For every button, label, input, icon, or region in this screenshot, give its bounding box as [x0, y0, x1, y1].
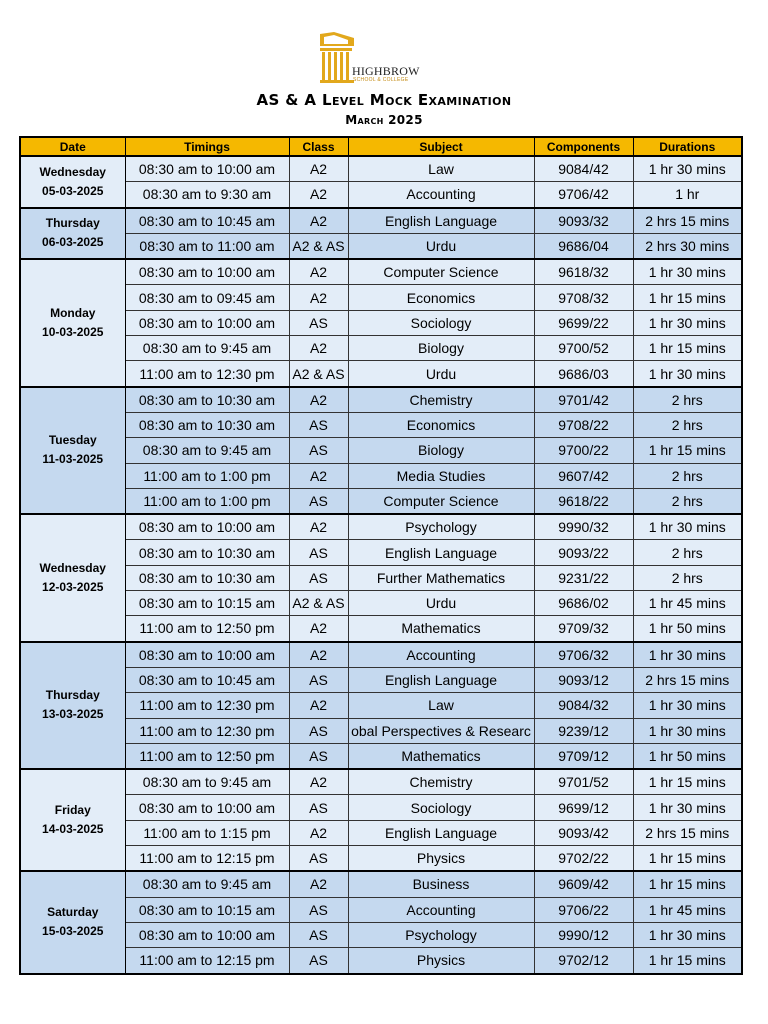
component-cell: 9686/04 — [534, 233, 633, 259]
subject-cell: Psychology — [348, 514, 534, 540]
class-cell: A2 — [289, 463, 348, 488]
date-cell — [20, 259, 125, 386]
duration-cell: 1 hr 45 mins — [633, 897, 742, 922]
table-row — [20, 488, 742, 514]
timing-cell: 11:00 am to 1:00 pm — [125, 488, 289, 514]
column-header-date: Date — [20, 137, 125, 156]
subject-cell: Urdu — [348, 591, 534, 616]
timing-cell: 11:00 am to 12:50 pm — [125, 743, 289, 769]
component-cell: 9699/22 — [534, 310, 633, 335]
duration-cell: 1 hr 50 mins — [633, 616, 742, 642]
duration-cell: 1 hr 15 mins — [633, 285, 742, 310]
timing-cell: 11:00 am to 12:30 pm — [125, 693, 289, 718]
component-cell: 9706/32 — [534, 642, 633, 668]
timing-cell: 11:00 am to 12:30 pm — [125, 361, 289, 387]
component-cell: 9607/42 — [534, 463, 633, 488]
table-row — [20, 820, 742, 845]
component-cell: 9990/32 — [534, 514, 633, 540]
component-cell: 9708/22 — [534, 412, 633, 437]
component-cell: 9239/12 — [534, 718, 633, 743]
timing-cell: 08:30 am to 9:45 am — [125, 871, 289, 897]
duration-cell: 1 hr 30 mins — [633, 718, 742, 743]
class-cell: AS — [289, 743, 348, 769]
timing-cell: 08:30 am to 10:30 am — [125, 565, 289, 590]
component-cell: 9700/22 — [534, 438, 633, 463]
component-cell: 9709/32 — [534, 616, 633, 642]
logo-wordmark: HIGHBROW — [352, 64, 420, 78]
timing-cell: 08:30 am to 9:45 am — [125, 438, 289, 463]
duration-cell: 1 hr 15 mins — [633, 871, 742, 897]
table-row — [20, 897, 742, 922]
class-cell: AS — [289, 795, 348, 820]
duration-cell: 1 hr 30 mins — [633, 922, 742, 947]
duration-cell: 1 hr 30 mins — [633, 361, 742, 387]
component-cell: 9702/22 — [534, 846, 633, 872]
duration-cell: 1 hr — [633, 182, 742, 208]
duration-cell: 1 hr 30 mins — [633, 156, 742, 182]
subject-cell: Biology — [348, 336, 534, 361]
class-cell: AS — [289, 667, 348, 692]
timing-cell: 11:00 am to 12:30 pm — [125, 718, 289, 743]
class-cell: AS — [289, 846, 348, 872]
table-row — [20, 743, 742, 769]
table-row — [20, 259, 742, 285]
table-row — [20, 616, 742, 642]
subject-cell: Economics — [348, 412, 534, 437]
duration-cell: 1 hr 30 mins — [633, 795, 742, 820]
duration-cell: 2 hrs — [633, 387, 742, 413]
class-cell: A2 — [289, 769, 348, 795]
timing-cell: 08:30 am to 10:30 am — [125, 412, 289, 437]
subject-cell: Law — [348, 693, 534, 718]
duration-cell: 1 hr 30 mins — [633, 259, 742, 285]
day-label: Saturday — [47, 905, 99, 920]
component-cell: 9708/32 — [534, 285, 633, 310]
component-cell: 9706/22 — [534, 897, 633, 922]
timing-cell: 08:30 am to 11:00 am — [125, 233, 289, 259]
duration-cell: 1 hr 30 mins — [633, 642, 742, 668]
subject-cell: Physics — [348, 948, 534, 974]
table-row — [20, 361, 742, 387]
date-label: 05-03-2025 — [42, 183, 104, 198]
component-cell: 9702/12 — [534, 948, 633, 974]
duration-cell: 1 hr 15 mins — [633, 438, 742, 463]
timing-cell: 11:00 am to 12:15 pm — [125, 846, 289, 872]
class-cell: AS — [289, 540, 348, 565]
table-row — [20, 336, 742, 361]
timing-cell: 08:30 am to 10:00 am — [125, 156, 289, 182]
date-cell — [20, 387, 125, 514]
component-cell: 9686/03 — [534, 361, 633, 387]
timing-cell: 11:00 am to 1:15 pm — [125, 820, 289, 845]
subject-cell: Accounting — [348, 642, 534, 668]
table-row — [20, 591, 742, 616]
timing-cell: 11:00 am to 1:00 pm — [125, 463, 289, 488]
table-row — [20, 846, 742, 872]
duration-cell: 1 hr 15 mins — [633, 846, 742, 872]
duration-cell: 2 hrs 30 mins — [633, 233, 742, 259]
duration-cell: 1 hr 50 mins — [633, 743, 742, 769]
subject-cell: obal Perspectives & Researc — [348, 718, 534, 743]
table-row — [20, 718, 742, 743]
subject-cell: English Language — [348, 820, 534, 845]
class-cell: A2 — [289, 616, 348, 642]
component-cell: 9990/12 — [534, 922, 633, 947]
timing-cell: 08:30 am to 10:00 am — [125, 642, 289, 668]
day-label: Friday — [54, 803, 91, 818]
day-label: Thursday — [45, 688, 100, 703]
class-cell: AS — [289, 412, 348, 437]
component-cell: 9618/22 — [534, 488, 633, 514]
subject-cell: Chemistry — [348, 769, 534, 795]
table-row — [20, 769, 742, 795]
class-cell: A2 — [289, 387, 348, 413]
duration-cell: 2 hrs 15 mins — [633, 820, 742, 845]
table-row — [20, 208, 742, 234]
timing-cell: 08:30 am to 09:45 am — [125, 285, 289, 310]
class-cell: A2 — [289, 336, 348, 361]
date-cell — [20, 871, 125, 973]
class-cell: A2 & AS — [289, 591, 348, 616]
timing-cell: 11:00 am to 12:15 pm — [125, 948, 289, 974]
class-cell: A2 — [289, 182, 348, 208]
duration-cell: 2 hrs — [633, 540, 742, 565]
date-cell — [20, 514, 125, 641]
component-cell: 9699/12 — [534, 795, 633, 820]
duration-cell: 1 hr 30 mins — [633, 310, 742, 335]
subject-cell: Computer Science — [348, 259, 534, 285]
table-row — [20, 795, 742, 820]
subject-cell: Urdu — [348, 361, 534, 387]
day-label: Monday — [50, 305, 96, 320]
duration-cell: 1 hr 45 mins — [633, 591, 742, 616]
table-row — [20, 156, 742, 182]
table-row — [20, 948, 742, 974]
table-row — [20, 310, 742, 335]
day-label: Tuesday — [48, 433, 97, 448]
subject-cell: Accounting — [348, 182, 534, 208]
component-cell: 9093/32 — [534, 208, 633, 234]
component-cell: 9093/42 — [534, 820, 633, 845]
subject-cell: Sociology — [348, 310, 534, 335]
timing-cell: 08:30 am to 10:00 am — [125, 310, 289, 335]
component-cell: 9709/12 — [534, 743, 633, 769]
component-cell: 9706/42 — [534, 182, 633, 208]
column-header-class: Class — [289, 137, 348, 156]
class-cell: AS — [289, 438, 348, 463]
component-cell: 9609/42 — [534, 871, 633, 897]
date-cell — [20, 769, 125, 871]
class-cell: AS — [289, 310, 348, 335]
column-header-subject: Subject — [348, 137, 534, 156]
class-cell: AS — [289, 718, 348, 743]
timing-cell: 08:30 am to 9:45 am — [125, 336, 289, 361]
duration-cell: 1 hr 30 mins — [633, 514, 742, 540]
timing-cell: 08:30 am to 10:30 am — [125, 540, 289, 565]
component-cell: 9618/32 — [534, 259, 633, 285]
duration-cell: 1 hr 30 mins — [633, 693, 742, 718]
date-label: 13-03-2025 — [42, 707, 104, 722]
component-cell: 9686/02 — [534, 591, 633, 616]
subject-cell: English Language — [348, 208, 534, 234]
timing-cell: 08:30 am to 9:30 am — [125, 182, 289, 208]
table-row — [20, 514, 742, 540]
table-row — [20, 871, 742, 897]
exam-timetable — [19, 136, 743, 975]
date-label: 14-03-2025 — [42, 822, 104, 837]
timing-cell: 11:00 am to 12:50 pm — [125, 616, 289, 642]
column-header-timings: Timings — [125, 137, 289, 156]
date-label: 12-03-2025 — [42, 579, 104, 594]
table-row — [20, 922, 742, 947]
timing-cell: 08:30 am to 10:00 am — [125, 259, 289, 285]
table-row — [20, 565, 742, 590]
duration-cell: 2 hrs 15 mins — [633, 667, 742, 692]
duration-cell: 2 hrs — [633, 463, 742, 488]
duration-cell: 2 hrs — [633, 488, 742, 514]
table-row — [20, 412, 742, 437]
table-header-row — [20, 137, 742, 156]
date-cell — [20, 642, 125, 769]
class-cell: A2 — [289, 820, 348, 845]
day-label: Wednesday — [39, 560, 106, 575]
subject-cell: Economics — [348, 285, 534, 310]
class-cell: A2 — [289, 693, 348, 718]
class-cell: A2 — [289, 871, 348, 897]
duration-cell: 2 hrs — [633, 412, 742, 437]
subject-cell: Biology — [348, 438, 534, 463]
timing-cell: 08:30 am to 10:45 am — [125, 208, 289, 234]
table-row — [20, 693, 742, 718]
page-subtitle: March 2025 — [345, 113, 423, 127]
date-label: 11-03-2025 — [42, 452, 104, 467]
subject-cell: Psychology — [348, 922, 534, 947]
date-label: 10-03-2025 — [42, 324, 104, 339]
day-label: Thursday — [45, 216, 100, 231]
timing-cell: 08:30 am to 10:15 am — [125, 591, 289, 616]
table-row — [20, 667, 742, 692]
subject-cell: Computer Science — [348, 488, 534, 514]
class-cell: A2 & AS — [289, 361, 348, 387]
subject-cell: English Language — [348, 667, 534, 692]
duration-cell: 1 hr 15 mins — [633, 948, 742, 974]
timing-cell: 08:30 am to 10:00 am — [125, 514, 289, 540]
date-label: 06-03-2025 — [42, 235, 104, 250]
subject-cell: Law — [348, 156, 534, 182]
date-cell — [20, 156, 125, 208]
table-row — [20, 438, 742, 463]
component-cell: 9701/52 — [534, 769, 633, 795]
table-row — [20, 540, 742, 565]
date-cell — [20, 208, 125, 260]
component-cell: 9084/42 — [534, 156, 633, 182]
subject-cell: Physics — [348, 846, 534, 872]
page-title: AS & A Level Mock Examination — [256, 91, 512, 109]
class-cell: AS — [289, 948, 348, 974]
table-row — [20, 182, 742, 208]
class-cell: A2 & AS — [289, 233, 348, 259]
timing-cell: 08:30 am to 10:15 am — [125, 897, 289, 922]
timing-cell: 08:30 am to 10:00 am — [125, 795, 289, 820]
duration-cell: 2 hrs 15 mins — [633, 208, 742, 234]
subject-cell: Media Studies — [348, 463, 534, 488]
class-cell: A2 — [289, 156, 348, 182]
table-row — [20, 387, 742, 413]
class-cell: AS — [289, 488, 348, 514]
class-cell: AS — [289, 565, 348, 590]
duration-cell: 1 hr 15 mins — [633, 336, 742, 361]
component-cell: 9701/42 — [534, 387, 633, 413]
table-row — [20, 642, 742, 668]
subject-cell: Mathematics — [348, 616, 534, 642]
timing-cell: 08:30 am to 10:00 am — [125, 922, 289, 947]
duration-cell: 1 hr 15 mins — [633, 769, 742, 795]
table-row — [20, 233, 742, 259]
component-cell: 9231/22 — [534, 565, 633, 590]
table-row — [20, 463, 742, 488]
component-cell: 9700/52 — [534, 336, 633, 361]
subject-cell: Further Mathematics — [348, 565, 534, 590]
class-cell: A2 — [289, 259, 348, 285]
class-cell: A2 — [289, 642, 348, 668]
duration-cell: 2 hrs — [633, 565, 742, 590]
component-cell: 9093/12 — [534, 667, 633, 692]
component-cell: 9093/22 — [534, 540, 633, 565]
class-cell: A2 — [289, 514, 348, 540]
class-cell: A2 — [289, 208, 348, 234]
table-row — [20, 285, 742, 310]
timing-cell: 08:30 am to 10:45 am — [125, 667, 289, 692]
day-label: Wednesday — [39, 164, 106, 179]
class-cell: AS — [289, 897, 348, 922]
column-header-components: Components — [534, 137, 633, 156]
subject-cell: Chemistry — [348, 387, 534, 413]
subject-cell: Accounting — [348, 897, 534, 922]
logo-tagline: SCHOOL & COLLEGE — [353, 77, 409, 83]
timing-cell: 08:30 am to 9:45 am — [125, 769, 289, 795]
timing-cell: 08:30 am to 10:30 am — [125, 387, 289, 413]
component-cell: 9084/32 — [534, 693, 633, 718]
subject-cell: Urdu — [348, 233, 534, 259]
class-cell: A2 — [289, 285, 348, 310]
class-cell: AS — [289, 922, 348, 947]
subject-cell: Sociology — [348, 795, 534, 820]
subject-cell: Business — [348, 871, 534, 897]
column-header-durations: Durations — [633, 137, 742, 156]
subject-cell: Mathematics — [348, 743, 534, 769]
date-label: 15-03-2025 — [42, 924, 104, 939]
subject-cell: English Language — [348, 540, 534, 565]
